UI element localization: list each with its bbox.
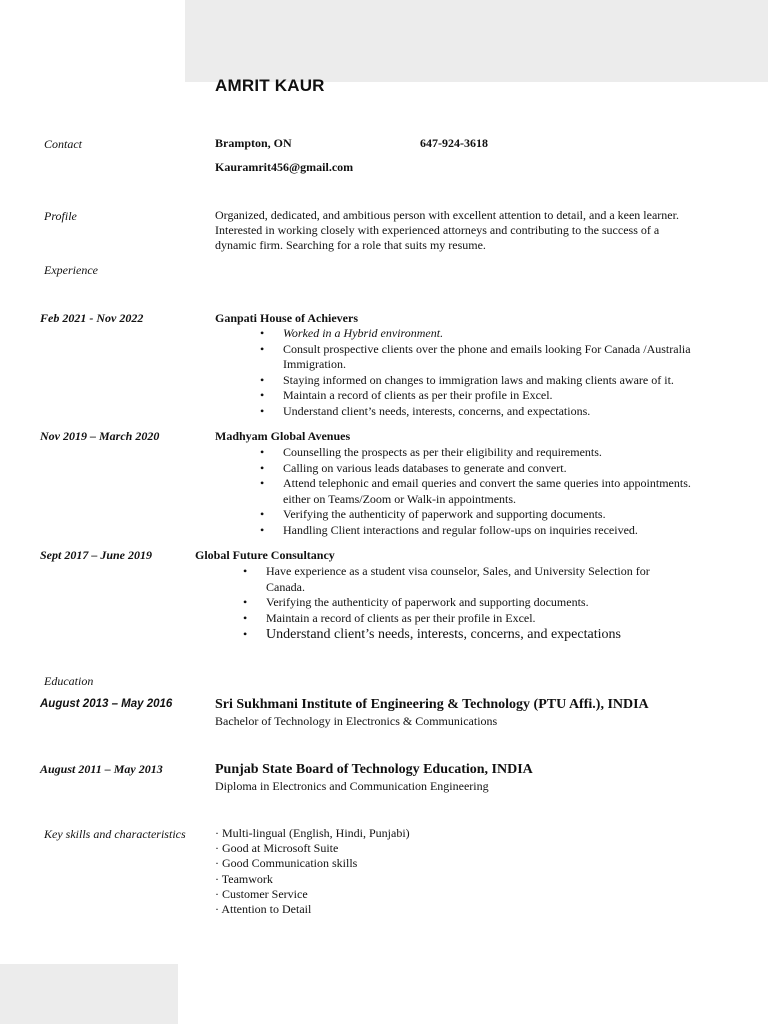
bullet-item <box>243 595 650 611</box>
bullet-text: Counselling the prospects as per their eligibility and requirements. <box>283 445 602 459</box>
skill-item: · Good at Microsoft Suite <box>215 841 339 856</box>
education-degree: Bachelor of Technology in Electronics & Communications <box>215 714 498 728</box>
bullet-dot: • <box>243 564 248 578</box>
bullet-text: Maintain a record of clients as per their profile in Excel. <box>266 610 536 625</box>
education-dates: August 2011 – May 2013 <box>40 762 163 776</box>
bullet-continuation <box>283 357 691 373</box>
education-label: Education <box>44 674 94 688</box>
job-company: Madhyam Global Avenues <box>215 429 351 443</box>
job-dates: Nov 2019 – March 2020 <box>40 429 160 443</box>
job-dates: Feb 2021 - Nov 2022 <box>40 311 144 325</box>
bullet-dot: • <box>260 388 265 403</box>
bullet-dot: • <box>260 522 265 537</box>
bullet-item <box>260 476 691 492</box>
education-school: Sri Sukhmani Institute of Engineering & Technology (PTU Affi.), INDIA <box>215 697 649 712</box>
bullet-text: Understand client’s needs, interests, concerns, and expectations <box>266 627 621 643</box>
job-company: Ganpati House of Achievers <box>215 311 358 325</box>
bullet-text: Have experience as a student visa counselor, Sales, and University Selection for <box>266 564 650 578</box>
bullet-dot: • <box>243 627 248 642</box>
bullet-continuation <box>266 580 650 596</box>
job-dates: Sept 2017 – June 2019 <box>40 548 153 562</box>
job-company: Global Future Consultancy <box>195 548 335 562</box>
skill-item: · Teamwork <box>215 871 273 886</box>
contact-label: Contact <box>44 137 82 151</box>
skill-item: · Multi-lingual (English, Hindi, Punjabi) <box>215 826 410 840</box>
profile-line: dynamic firm. Searching for a role that suits my resume. <box>215 238 486 252</box>
bullet-item <box>243 610 650 627</box>
bullet-item <box>260 341 691 358</box>
bullet-item <box>260 372 691 389</box>
job-bullets <box>243 564 650 643</box>
contact-email: Kauramrit456@gmail.com <box>215 160 354 174</box>
contact-city: Brampton, ON <box>215 136 292 150</box>
education-dates: August 2013 – May 2016 <box>40 698 173 710</box>
profile-line: Organized, dedicated, and ambitious person with excellent attention to detail, and a keen learner. <box>215 208 679 222</box>
bullet-text: Calling on various leads databases to generate and convert. <box>283 460 567 475</box>
bullet-dot: • <box>260 460 265 475</box>
skill-item: · Good Communication skills <box>215 856 358 871</box>
bullet-dot: • <box>260 326 265 340</box>
bullet-text: Worked in a Hybrid environment. <box>283 326 444 340</box>
bullet-item <box>260 403 691 420</box>
bullet-text: Understand client’s needs, interests, concerns, and expectations. <box>283 403 591 418</box>
profile-label: Profile <box>44 209 77 223</box>
bullet-dot: • <box>243 610 248 625</box>
bullet-dot: • <box>260 507 265 522</box>
bullet-dot: • <box>260 341 265 356</box>
experience-label: Experience <box>44 263 98 277</box>
skill-item: · Attention to Detail <box>215 902 312 917</box>
job-bullets <box>260 445 691 539</box>
bullet-continuation <box>283 492 691 508</box>
contact-phone: 647-924-3618 <box>420 136 488 150</box>
bullet-text: Maintain a record of clients as per their profile in Excel. <box>283 388 553 403</box>
bullet-dot: • <box>243 595 248 610</box>
bullet-item <box>260 460 691 477</box>
education-school: Punjab State Board of Technology Education, INDIA <box>215 762 533 777</box>
bullet-text: Attend telephonic and email queries and convert the same queries into appointments. <box>283 476 691 491</box>
bullet-item <box>243 564 650 580</box>
bullet-item <box>243 626 650 643</box>
bullet-text: Consult prospective clients over the phone and emails looking For Canada /Australia <box>283 341 691 356</box>
bullet-text: Handling Client interactions and regular follow-ups on inquiries received. <box>283 522 638 537</box>
bullet-text: Immigration. <box>283 357 346 372</box>
bullet-text: either on Teams/Zoom or Walk-in appointments. <box>283 491 517 506</box>
bullet-dot: • <box>260 445 265 459</box>
profile-line: Interested in working closely with experienced attorneys and contributing to the success of a <box>215 223 660 237</box>
applicant-name: AMRIT KAUR <box>215 76 325 95</box>
bullet-text: Verifying the authenticity of paperwork and supporting documents. <box>266 595 589 610</box>
footer-shade <box>0 964 178 1024</box>
skills-list <box>215 826 410 917</box>
education-degree: Diploma in Electronics and Communication Engineering <box>215 779 489 793</box>
bullet-item <box>260 326 691 342</box>
bullet-text: Staying informed on changes to immigration laws and making clients aware of it. <box>283 372 674 387</box>
bullet-item <box>260 388 691 404</box>
job-bullets <box>260 326 691 420</box>
bullet-item <box>260 507 691 523</box>
bullet-dot: • <box>260 476 265 491</box>
bullet-item <box>260 445 691 461</box>
bullet-dot: • <box>260 372 265 387</box>
bullet-item <box>260 522 691 539</box>
skills-label: Key skills and characteristics <box>44 827 186 841</box>
header-shade <box>185 0 768 82</box>
bullet-dot: • <box>260 403 265 418</box>
skill-item: · Customer Service <box>215 886 308 901</box>
bullet-text: Canada. <box>266 579 305 594</box>
bullet-text: Verifying the authenticity of paperwork and supporting documents. <box>283 507 606 522</box>
